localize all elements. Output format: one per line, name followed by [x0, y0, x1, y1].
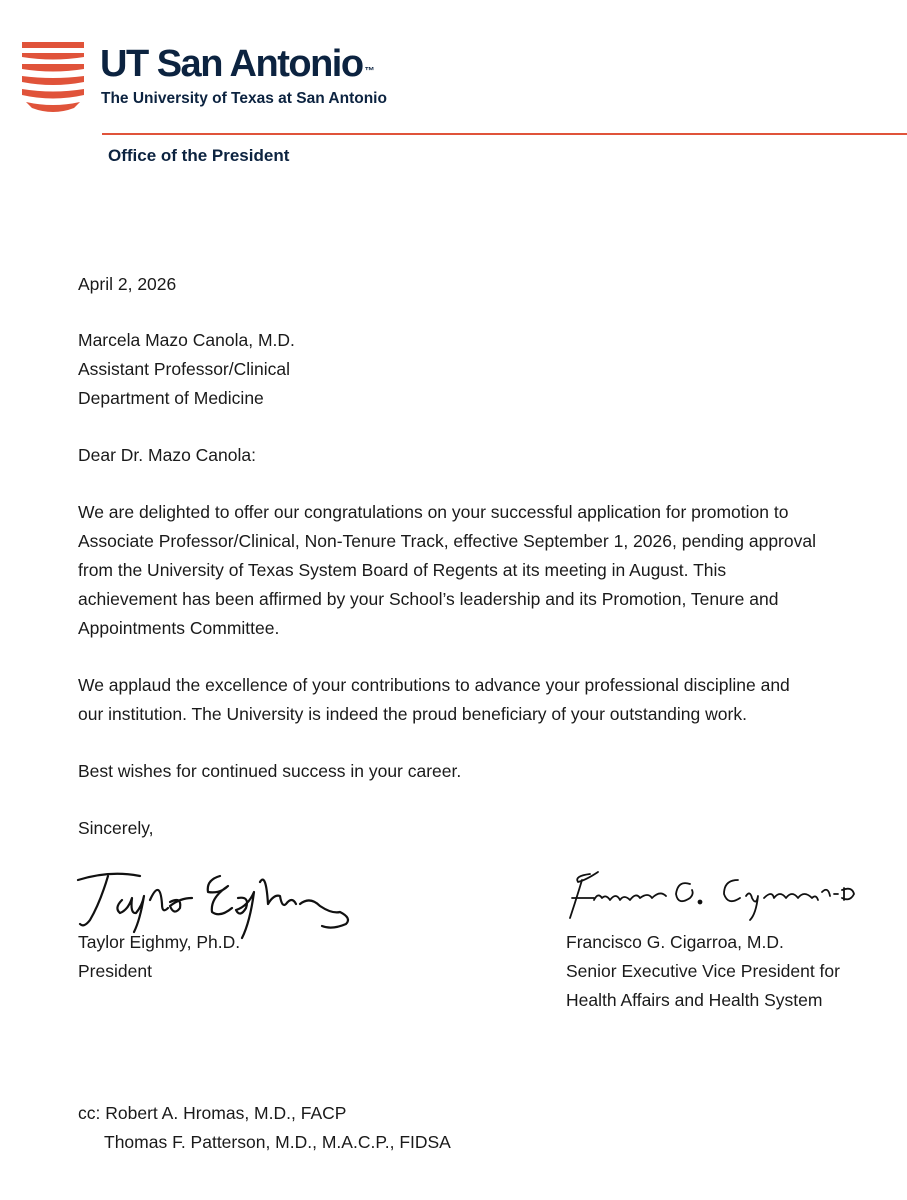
closing: Sincerely,: [78, 818, 154, 838]
signatory-1: [78, 928, 240, 986]
office-title: Office of the President: [108, 146, 290, 165]
paragraph-line: Appointments Committee.: [78, 618, 280, 638]
signatory-title: President: [78, 961, 152, 981]
signatory-title: Senior Executive Vice President for: [566, 961, 840, 981]
cc-block: [78, 1099, 451, 1157]
ut-san-antonio-logo-icon: [22, 42, 84, 114]
salutation: Dear Dr. Mazo Canola:: [78, 445, 256, 465]
cc-name: Robert A. Hromas, M.D., FACP: [105, 1103, 347, 1123]
signatory-2: [566, 928, 840, 1015]
paragraph-2: [78, 671, 790, 729]
header-divider: [102, 133, 907, 135]
brand-name: UT San Antonio ™: [100, 43, 375, 85]
trademark: ™: [364, 66, 375, 77]
cc-line-1: [78, 1099, 451, 1128]
paragraph-line: Best wishes for continued success in your career.: [78, 761, 462, 781]
recipient-department: Department of Medicine: [78, 388, 264, 408]
paragraph-line: achievement has been affirmed by your School’s leadership and its Promotion, Tenure and: [78, 589, 779, 609]
signatory-name: Francisco G. Cigarroa, M.D.: [566, 932, 784, 952]
paragraph-line: our institution. The University is indeed the proud beneficiary of your outstanding work.: [78, 704, 747, 724]
paragraph-line: We are delighted to offer our congratulations on your successful application for promotion to: [78, 502, 789, 522]
signatory-name: Taylor Eighmy, Ph.D.: [78, 932, 241, 952]
paragraph-1: [78, 498, 816, 643]
paragraph-line: from the University of Texas System Board of Regents at its meeting in August. This: [78, 560, 727, 580]
recipient-name: Marcela Mazo Canola, M.D.: [78, 330, 295, 350]
paragraph-3: [78, 757, 461, 786]
paragraph-line: Associate Professor/Clinical, Non-Tenure Track, effective September 1, 2026, pending approval: [78, 531, 816, 551]
signatory-title: Health Affairs and Health System: [566, 990, 823, 1010]
cc-label: cc:: [78, 1103, 101, 1123]
signature-francisco-cigarroa-icon: [560, 866, 860, 926]
recipient-block: [78, 326, 295, 413]
brand-subtitle: The University of Texas at San Antonio: [101, 90, 387, 107]
letter-date: April 2, 2026: [78, 274, 177, 294]
paragraph-line: We applaud the excellence of your contributions to advance your professional discipline and: [78, 675, 790, 695]
cc-name: Thomas F. Patterson, M.D., M.A.C.P., FIDSA: [104, 1132, 451, 1152]
recipient-title: Assistant Professor/Clinical: [78, 359, 291, 379]
